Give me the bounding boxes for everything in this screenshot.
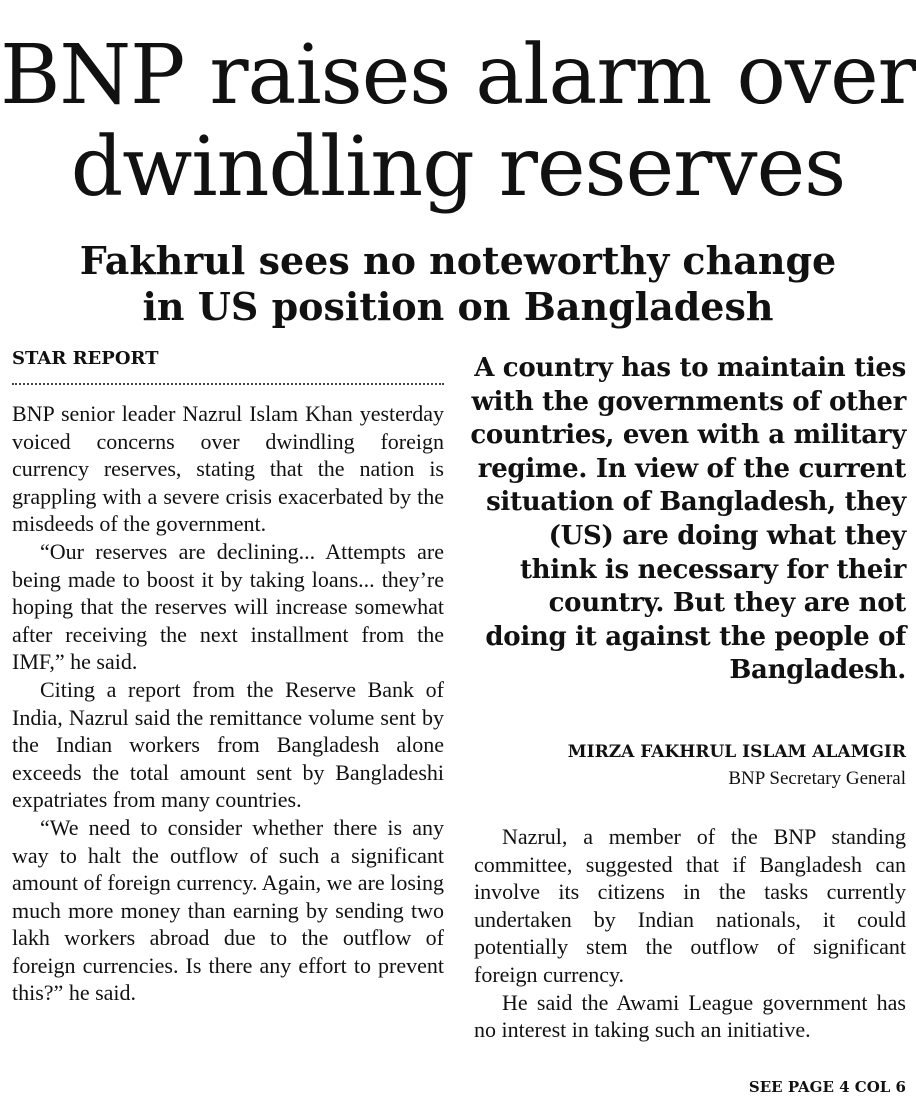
dotted-divider <box>12 383 444 385</box>
headline <box>0 30 916 214</box>
paragraph: BNP senior leader Nazrul Islam Khan yesterday voiced concerns over dwindling foreign currency reserves, stating that the nation is grappling with a severe crisis exacerbated by the misdeeds of the government. <box>12 401 444 537</box>
pull-quote: A country has to maintain ties with the governments of other countries, even with a military regime. In view of the current situation of Bangladesh, they (US) are doing what they think is necessary for their country. But they are not doing it against the people of Bangladesh. <box>470 353 906 686</box>
paragraph: “Our reserves are declining... Attempts are being made to boost it by taking loans... they’re hoping that the reserves will increase somewhat after receiving the next installment from the IMF,” he said. <box>12 538 444 675</box>
subheadline-line-1: Fakhrul sees no noteworthy change <box>79 238 837 283</box>
paragraph: He said the Awami League government has no interest in taking such an initiative. <box>474 989 906 1043</box>
subheadline-line-2: in US position on Bangladesh <box>142 284 774 329</box>
quote-attribution-title: BNP Secretary General <box>728 768 906 789</box>
subheadline <box>0 238 916 330</box>
byline: STAR REPORT <box>12 348 159 369</box>
paragraph: Citing a report from the Reserve Bank of India, Nazrul said the remittance volume sent by the Indian workers from Bangladesh alone exceeds the total amount sent by Bangladeshi expatriates from many countries. <box>12 676 444 813</box>
article-column-left <box>12 400 444 1007</box>
continuation-note: SEE PAGE 4 COL 6 <box>748 1078 906 1096</box>
article-column-right <box>474 823 906 1044</box>
paragraph: “We need to consider whether there is any way to halt the outflow of such a significant amount of foreign currency. Again, we are losing much more money than earning by sending two lakh workers abroad due to the outflow of foreign currencies. Is there any effort to prevent this?” he said. <box>12 814 444 1006</box>
headline-line-1: BNP raises alarm over <box>0 28 916 123</box>
headline-line-2: dwindling reserves <box>70 120 846 215</box>
paragraph: Nazrul, a member of the BNP standing committee, suggested that if Bangladesh can involve its citizens in the tasks currently undertaken by Indian nationals, it could potentially stem the outflow of significant foreign currency. <box>474 824 906 987</box>
quote-attribution-name: MIRZA FAKHRUL ISLAM ALAMGIR <box>567 742 906 762</box>
